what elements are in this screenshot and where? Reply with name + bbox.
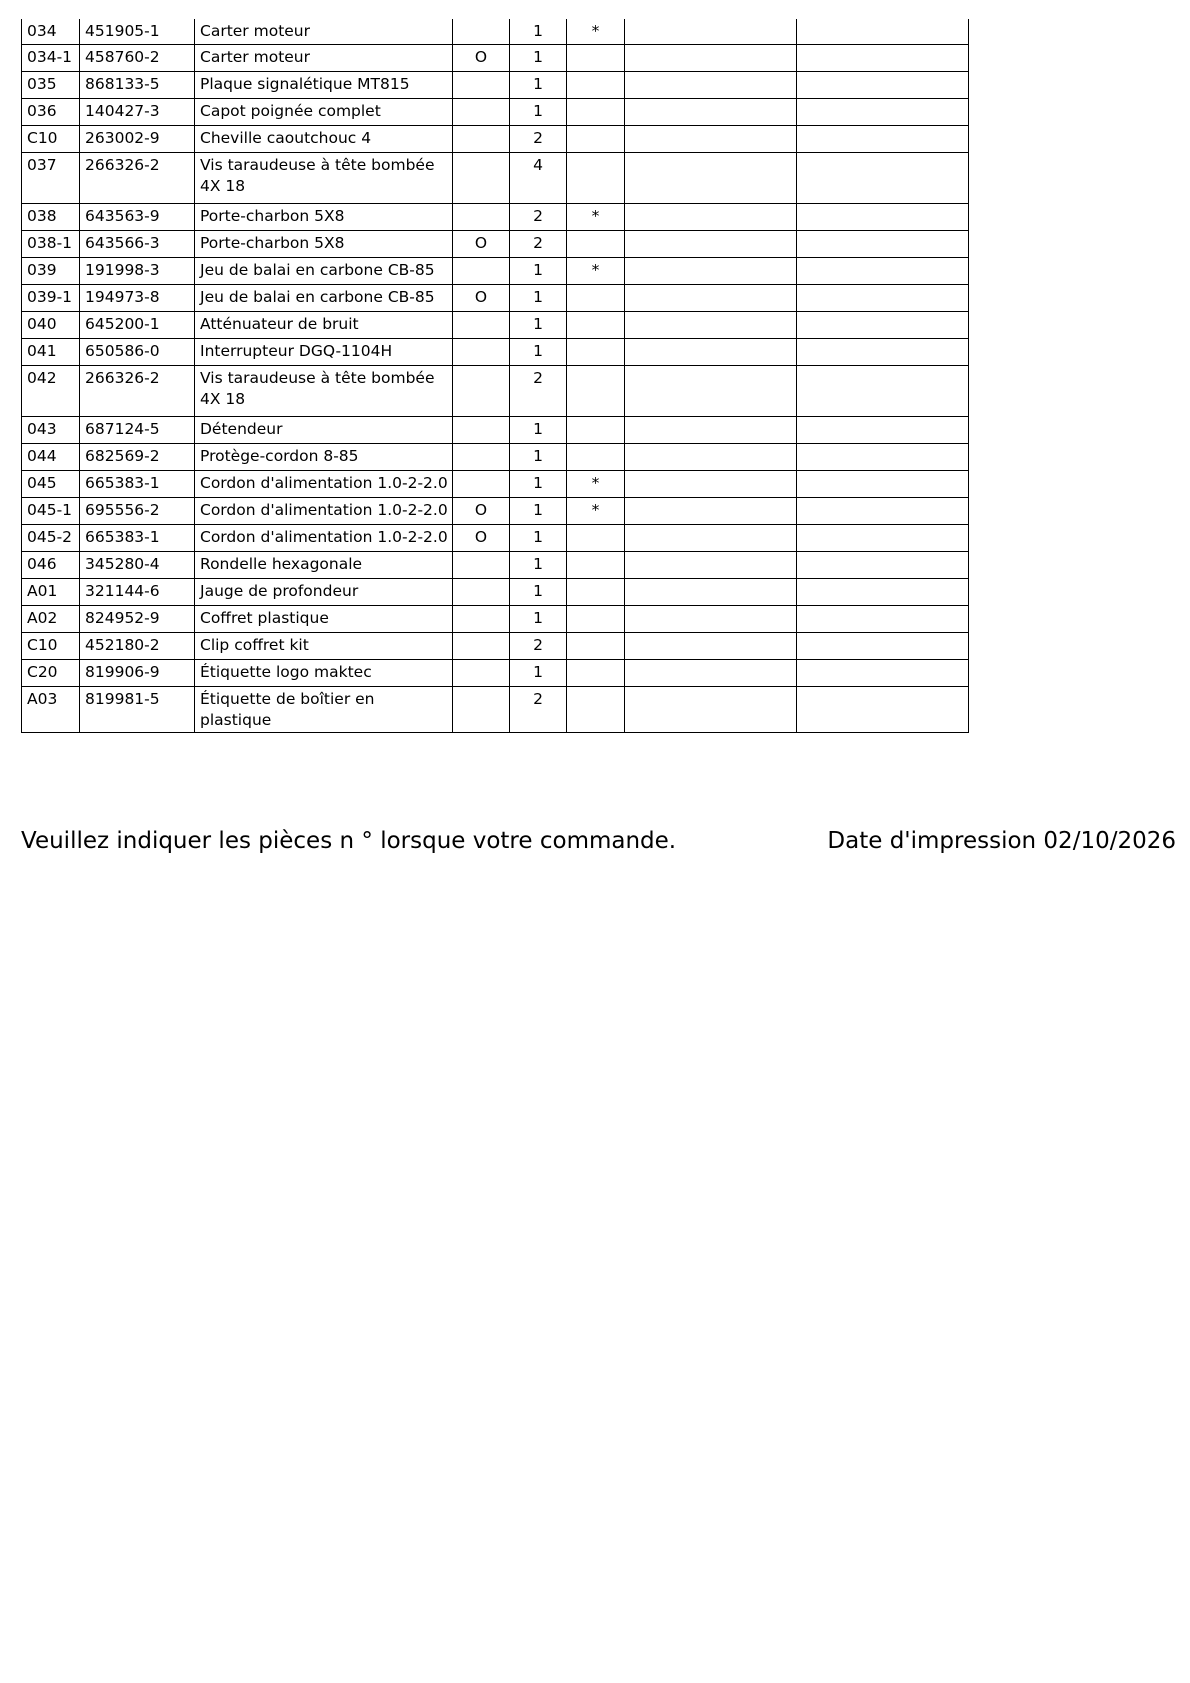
empty-cell xyxy=(625,44,797,71)
empty-cell xyxy=(625,230,797,257)
marker-cell xyxy=(567,605,625,632)
empty-cell xyxy=(797,98,969,125)
table-row xyxy=(22,497,969,524)
empty-cell xyxy=(625,98,797,125)
part-number-cell: C10 xyxy=(22,632,80,659)
quantity-cell: 1 xyxy=(510,284,567,311)
marker-cell xyxy=(567,659,625,686)
marker-cell: * xyxy=(567,470,625,497)
table-row xyxy=(22,71,969,98)
description-cell: Protège-cordon 8-85 xyxy=(195,443,453,470)
empty-cell xyxy=(797,470,969,497)
option-cell xyxy=(453,338,510,365)
empty-cell xyxy=(625,365,797,416)
empty-cell xyxy=(797,605,969,632)
empty-cell xyxy=(625,605,797,632)
empty-cell xyxy=(625,443,797,470)
empty-cell xyxy=(797,230,969,257)
description-cell: Jeu de balai en carbone CB-85 xyxy=(195,284,453,311)
empty-cell xyxy=(797,632,969,659)
option-cell xyxy=(453,578,510,605)
option-cell xyxy=(453,311,510,338)
option-cell xyxy=(453,257,510,284)
empty-cell xyxy=(797,497,969,524)
quantity-cell: 1 xyxy=(510,71,567,98)
description-cell: Étiquette logo maktec xyxy=(195,659,453,686)
marker-cell xyxy=(567,44,625,71)
quantity-cell: 1 xyxy=(510,524,567,551)
part-number-cell: 036 xyxy=(22,98,80,125)
table-row xyxy=(22,659,969,686)
table-row xyxy=(22,365,969,416)
table-row xyxy=(22,443,969,470)
reference-cell: 140427-3 xyxy=(80,98,195,125)
marker-cell: * xyxy=(567,203,625,230)
reference-cell: 266326-2 xyxy=(80,152,195,203)
quantity-cell: 1 xyxy=(510,19,567,44)
empty-cell xyxy=(625,19,797,44)
description-cell: Jeu de balai en carbone CB-85 xyxy=(195,257,453,284)
empty-cell xyxy=(797,311,969,338)
part-number-cell: C10 xyxy=(22,125,80,152)
part-number-cell: A03 xyxy=(22,686,80,732)
table-row xyxy=(22,551,969,578)
empty-cell xyxy=(625,311,797,338)
quantity-cell: 2 xyxy=(510,230,567,257)
quantity-cell: 1 xyxy=(510,44,567,71)
empty-cell xyxy=(797,71,969,98)
description-cell: Porte-charbon 5X8 xyxy=(195,230,453,257)
quantity-cell: 1 xyxy=(510,497,567,524)
empty-cell xyxy=(625,659,797,686)
quantity-cell: 2 xyxy=(510,125,567,152)
table-row xyxy=(22,203,969,230)
reference-cell: 695556-2 xyxy=(80,497,195,524)
reference-cell: 194973-8 xyxy=(80,284,195,311)
option-cell xyxy=(453,71,510,98)
empty-cell xyxy=(797,524,969,551)
empty-cell xyxy=(625,338,797,365)
option-cell xyxy=(453,19,510,44)
option-cell: O xyxy=(453,497,510,524)
option-cell xyxy=(453,365,510,416)
empty-cell xyxy=(625,152,797,203)
empty-cell xyxy=(797,284,969,311)
table-row xyxy=(22,605,969,632)
marker-cell xyxy=(567,98,625,125)
empty-cell xyxy=(797,443,969,470)
part-number-cell: 038-1 xyxy=(22,230,80,257)
option-cell: O xyxy=(453,284,510,311)
option-cell: O xyxy=(453,524,510,551)
description-cell: Cordon d'alimentation 1.0-2-2.0 xyxy=(195,470,453,497)
table-row xyxy=(22,125,969,152)
option-cell xyxy=(453,125,510,152)
quantity-cell: 1 xyxy=(510,338,567,365)
part-number-cell: 045-2 xyxy=(22,524,80,551)
table-row xyxy=(22,152,969,203)
part-number-cell: 045 xyxy=(22,470,80,497)
print-date: Date d'impression 02/10/2026 xyxy=(827,828,1176,854)
table-row xyxy=(22,416,969,443)
description-cell: Cordon d'alimentation 1.0-2-2.0 xyxy=(195,497,453,524)
reference-cell: 819906-9 xyxy=(80,659,195,686)
reference-cell: 345280-4 xyxy=(80,551,195,578)
quantity-cell: 1 xyxy=(510,470,567,497)
empty-cell xyxy=(797,416,969,443)
part-number-cell: C20 xyxy=(22,659,80,686)
reference-cell: 321144-6 xyxy=(80,578,195,605)
empty-cell xyxy=(625,524,797,551)
marker-cell: * xyxy=(567,497,625,524)
table-row xyxy=(22,257,969,284)
marker-cell xyxy=(567,284,625,311)
empty-cell xyxy=(797,578,969,605)
empty-cell xyxy=(625,71,797,98)
option-cell: O xyxy=(453,230,510,257)
table-row xyxy=(22,686,969,732)
table-row xyxy=(22,338,969,365)
part-number-cell: 038 xyxy=(22,203,80,230)
reference-cell: 665383-1 xyxy=(80,470,195,497)
option-cell xyxy=(453,686,510,732)
marker-cell: * xyxy=(567,19,625,44)
empty-cell xyxy=(797,152,969,203)
option-cell xyxy=(453,98,510,125)
marker-cell xyxy=(567,71,625,98)
marker-cell xyxy=(567,524,625,551)
quantity-cell: 1 xyxy=(510,578,567,605)
description-cell: Vis taraudeuse à tête bombée 4X 18 xyxy=(195,365,453,416)
table-row xyxy=(22,284,969,311)
marker-cell xyxy=(567,125,625,152)
marker-cell xyxy=(567,365,625,416)
marker-cell xyxy=(567,551,625,578)
reference-cell: 682569-2 xyxy=(80,443,195,470)
description-cell: Plaque signalétique MT815 xyxy=(195,71,453,98)
part-number-cell: 045-1 xyxy=(22,497,80,524)
description-cell: Interrupteur DGQ-1104H xyxy=(195,338,453,365)
description-cell: Détendeur xyxy=(195,416,453,443)
empty-cell xyxy=(625,125,797,152)
table-row xyxy=(22,524,969,551)
empty-cell xyxy=(625,470,797,497)
marker-cell xyxy=(567,152,625,203)
empty-cell xyxy=(625,497,797,524)
marker-cell xyxy=(567,686,625,732)
option-cell xyxy=(453,551,510,578)
empty-cell xyxy=(797,659,969,686)
option-cell xyxy=(453,416,510,443)
reference-cell: 824952-9 xyxy=(80,605,195,632)
empty-cell xyxy=(797,338,969,365)
quantity-cell: 1 xyxy=(510,257,567,284)
option-cell xyxy=(453,470,510,497)
part-number-cell: 041 xyxy=(22,338,80,365)
reference-cell: 643566-3 xyxy=(80,230,195,257)
part-number-cell: 035 xyxy=(22,71,80,98)
empty-cell xyxy=(625,416,797,443)
empty-cell xyxy=(797,686,969,732)
reference-cell: 868133-5 xyxy=(80,71,195,98)
marker-cell xyxy=(567,338,625,365)
reference-cell: 643563-9 xyxy=(80,203,195,230)
marker-cell xyxy=(567,578,625,605)
description-cell: Étiquette de boîtier en plastique xyxy=(195,686,453,732)
order-instruction-note: Veuillez indiquer les pièces n ° lorsque votre commande. xyxy=(21,828,677,854)
description-cell: Carter moteur xyxy=(195,44,453,71)
part-number-cell: 039 xyxy=(22,257,80,284)
description-cell: Porte-charbon 5X8 xyxy=(195,203,453,230)
empty-cell xyxy=(625,257,797,284)
reference-cell: 665383-1 xyxy=(80,524,195,551)
quantity-cell: 1 xyxy=(510,416,567,443)
reference-cell: 650586-0 xyxy=(80,338,195,365)
empty-cell xyxy=(625,284,797,311)
part-number-cell: 043 xyxy=(22,416,80,443)
empty-cell xyxy=(797,551,969,578)
table-row xyxy=(22,230,969,257)
quantity-cell: 2 xyxy=(510,686,567,732)
description-cell: Rondelle hexagonale xyxy=(195,551,453,578)
quantity-cell: 1 xyxy=(510,551,567,578)
part-number-cell: 046 xyxy=(22,551,80,578)
quantity-cell: 2 xyxy=(510,632,567,659)
description-cell: Cordon d'alimentation 1.0-2-2.0 xyxy=(195,524,453,551)
reference-cell: 266326-2 xyxy=(80,365,195,416)
empty-cell xyxy=(797,365,969,416)
reference-cell: 458760-2 xyxy=(80,44,195,71)
description-cell: Vis taraudeuse à tête bombée 4X 18 xyxy=(195,152,453,203)
description-cell: Jauge de profondeur xyxy=(195,578,453,605)
marker-cell xyxy=(567,443,625,470)
quantity-cell: 2 xyxy=(510,203,567,230)
option-cell xyxy=(453,632,510,659)
option-cell xyxy=(453,659,510,686)
part-number-cell: 044 xyxy=(22,443,80,470)
part-number-cell: 037 xyxy=(22,152,80,203)
empty-cell xyxy=(625,632,797,659)
option-cell: O xyxy=(453,44,510,71)
option-cell xyxy=(453,443,510,470)
table-row xyxy=(22,311,969,338)
part-number-cell: A02 xyxy=(22,605,80,632)
reference-cell: 263002-9 xyxy=(80,125,195,152)
reference-cell: 687124-5 xyxy=(80,416,195,443)
description-cell: Capot poignée complet xyxy=(195,98,453,125)
option-cell xyxy=(453,152,510,203)
part-number-cell: 034-1 xyxy=(22,44,80,71)
table-row xyxy=(22,632,969,659)
part-number-cell: 039-1 xyxy=(22,284,80,311)
part-number-cell: 034 xyxy=(22,19,80,44)
option-cell xyxy=(453,203,510,230)
part-number-cell: 042 xyxy=(22,365,80,416)
option-cell xyxy=(453,605,510,632)
quantity-cell: 4 xyxy=(510,152,567,203)
part-number-cell: A01 xyxy=(22,578,80,605)
empty-cell xyxy=(797,19,969,44)
empty-cell xyxy=(625,551,797,578)
reference-cell: 191998-3 xyxy=(80,257,195,284)
quantity-cell: 1 xyxy=(510,605,567,632)
part-number-cell: 040 xyxy=(22,311,80,338)
empty-cell xyxy=(797,257,969,284)
marker-cell: * xyxy=(567,257,625,284)
description-cell: Clip coffret kit xyxy=(195,632,453,659)
reference-cell: 451905-1 xyxy=(80,19,195,44)
parts-table-body xyxy=(22,19,969,732)
table-row xyxy=(22,44,969,71)
empty-cell xyxy=(797,203,969,230)
table-row xyxy=(22,578,969,605)
description-cell: Atténuateur de bruit xyxy=(195,311,453,338)
reference-cell: 452180-2 xyxy=(80,632,195,659)
description-cell: Cheville caoutchouc 4 xyxy=(195,125,453,152)
marker-cell xyxy=(567,416,625,443)
parts-table xyxy=(21,19,969,733)
reference-cell: 819981-5 xyxy=(80,686,195,732)
table-row xyxy=(22,470,969,497)
empty-cell xyxy=(625,686,797,732)
quantity-cell: 1 xyxy=(510,659,567,686)
marker-cell xyxy=(567,311,625,338)
quantity-cell: 1 xyxy=(510,443,567,470)
description-cell: Carter moteur xyxy=(195,19,453,44)
empty-cell xyxy=(625,203,797,230)
quantity-cell: 1 xyxy=(510,98,567,125)
reference-cell: 645200-1 xyxy=(80,311,195,338)
marker-cell xyxy=(567,632,625,659)
empty-cell xyxy=(797,125,969,152)
quantity-cell: 1 xyxy=(510,311,567,338)
description-cell: Coffret plastique xyxy=(195,605,453,632)
quantity-cell: 2 xyxy=(510,365,567,416)
table-row xyxy=(22,98,969,125)
marker-cell xyxy=(567,230,625,257)
empty-cell xyxy=(625,578,797,605)
empty-cell xyxy=(797,44,969,71)
table-row xyxy=(22,19,969,44)
